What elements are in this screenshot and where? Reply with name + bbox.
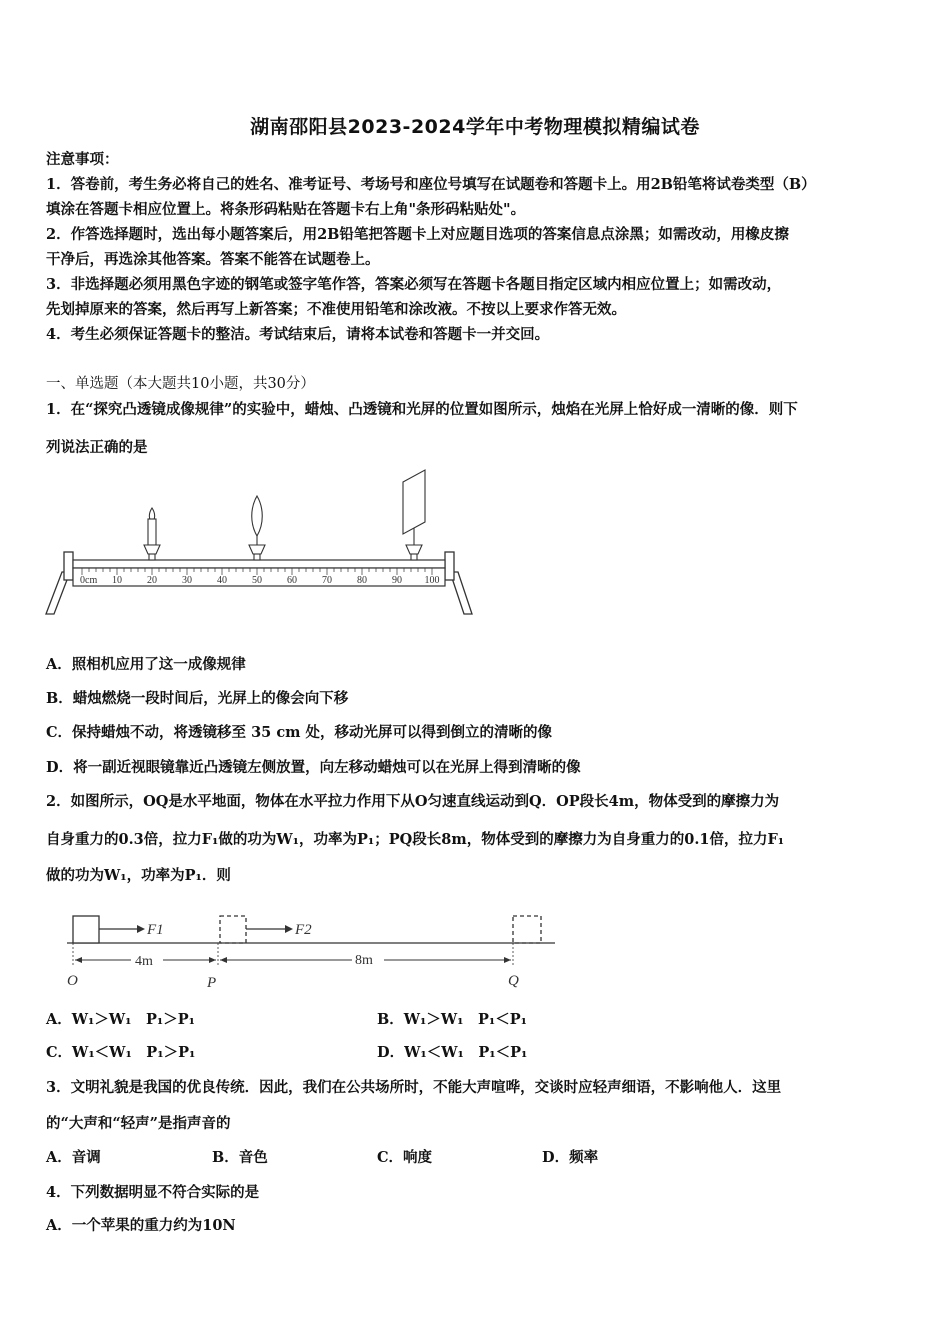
notice-line: 先划掉原来的答案，然后再写上新答案；不准使用铅笔和涂改液。不按以上要求作答无效。 — [46, 301, 626, 318]
ruler-tick-label: 40 — [217, 575, 227, 586]
exam-title: 湖南邵阳县2023-2024学年中考物理模拟精编试卷 — [250, 116, 700, 138]
force-arrowhead-f1 — [137, 925, 145, 933]
q3-stem: 3．文明礼貌是我国的优良传统．因此，我们在公共场所时，不能大声喧哗，交谈时应轻声细语，不影响他人．这里 — [46, 1079, 782, 1096]
ruler-tick-label: 70 — [322, 575, 332, 586]
ruler-tick-label: 60 — [287, 575, 297, 586]
q1-option-c[interactable]: C．保持蜡烛不动，将透镜移至 35 cm 处，移动光屏可以得到倒立的清晰的像 — [46, 724, 553, 741]
q2-stem: 2．如图所示，OQ是水平地面，物体在水平拉力作用下从O匀速直线运动到Q．OP段长4m，物体受到的摩擦力为 — [46, 793, 780, 810]
q2-stem-cont: 自身重力的0.3倍，拉力F₁做的功为W₁，功率为P₁；PQ段长8m，物体受到的摩擦力为自身重力的0.1倍，拉力F₁ — [46, 831, 785, 848]
notice-line: 填涂在答题卡相应位置上。将条形码粘贴在答题卡右上角"条形码粘贴处"。 — [46, 201, 526, 218]
q2-option-d[interactable]: D．W₁＜W₁ P₁＜P₁ — [377, 1044, 528, 1061]
q1-stem: 1．在“探究凸透镜成像规律”的实验中，蜡烛、凸透镜和光屏的位置如图所示，烛焰在光屏上恰好成一清晰的像．则下 — [46, 401, 798, 418]
q1-option-d[interactable]: D．将一副近视眼镜靠近凸透镜左侧放置，向左移动蜡烛可以在光屏上得到清晰的像 — [46, 759, 581, 776]
ruler-tick-label: 20 — [147, 575, 157, 586]
q3-option-a[interactable]: A．音调 — [46, 1149, 101, 1166]
ruler-tick-label: 100 — [424, 575, 440, 586]
candle — [144, 508, 160, 560]
notice-line: 4．考生必须保证答题卡的整洁。考试结束后，请将本试卷和答题卡一并交回。 — [46, 326, 550, 343]
light-screen — [403, 470, 425, 560]
notice-heading: 注意事项： — [46, 151, 119, 168]
block-at-q — [513, 916, 541, 943]
ruler-tick-label: 50 — [252, 575, 262, 586]
q2-option-c[interactable]: C．W₁＜W₁ P₁＞P₁ — [46, 1044, 196, 1061]
label-o: O — [67, 973, 78, 989]
notice-line: 2．作答选择题时，选出每小题答案后，用2B铅笔把答题卡上对应题目选项的答案信息点涂黑；如需改动，用橡皮擦 — [46, 226, 789, 243]
q3-option-c[interactable]: C．响度 — [377, 1149, 433, 1166]
q1-option-b[interactable]: B．蜡烛燃烧一段时间后，光屏上的像会向下移 — [46, 690, 349, 707]
q3-option-b[interactable]: B．音色 — [212, 1149, 268, 1166]
q4-stem: 4．下列数据明显不符合实际的是 — [46, 1184, 260, 1201]
q3-option-d[interactable]: D．频率 — [542, 1149, 599, 1166]
ruler-tick-label: 10 — [112, 575, 122, 586]
q3-stem-cont: 的“大声和“轻声”是指声音的 — [46, 1115, 231, 1132]
q2-stem-cont: 做的功为W₁，功率为P₁．则 — [46, 867, 231, 884]
label-q: Q — [508, 973, 519, 989]
notice-line: 干净后，再选涂其他答案。答案不能答在试题卷上。 — [46, 251, 380, 268]
q2-option-b[interactable]: B．W₁＞W₁ P₁＜P₁ — [377, 1011, 528, 1028]
bench-end-left — [64, 552, 73, 580]
ruler-tick-label: 30 — [182, 575, 192, 586]
force-diagram — [55, 900, 565, 995]
q1-option-a[interactable]: A．照相机应用了这一成像规律 — [46, 656, 246, 673]
ruler-tick-label: 0cm — [80, 575, 98, 586]
notice-line: 3．非选择题必须用黑色字迹的钢笔或签字笔作答，答案必须写在答题卡各题目指定区域内相应位置上；如需改动， — [46, 276, 782, 293]
section-heading: 一、单选题（本大题共10小题，共30分） — [46, 376, 315, 392]
label-f2: F2 — [295, 922, 312, 938]
force-arrowhead-f2 — [285, 925, 293, 933]
label-pq-length: 8m — [355, 953, 373, 968]
label-f1: F1 — [147, 922, 164, 938]
ruler-tick-label: 80 — [357, 575, 367, 586]
block-at-o — [73, 916, 99, 943]
label-op-length: 4m — [135, 954, 153, 969]
bench-rail — [73, 560, 445, 568]
q4-option-a[interactable]: A．一个苹果的重力约为10N — [46, 1217, 236, 1234]
q2-option-a[interactable]: A．W₁＞W₁ P₁＞P₁ — [46, 1011, 196, 1028]
notice-line: 1．答卷前，考生务必将自己的姓名、准考证号、考场号和座位号填写在试题卷和答题卡上。用2B铅笔将试卷类型（B） — [46, 176, 816, 193]
label-p: P — [207, 975, 217, 991]
q1-stem-cont: 列说法正确的是 — [46, 439, 148, 456]
optical-bench-figure — [40, 462, 480, 622]
bench-end-right — [445, 552, 454, 580]
ruler-tick-label: 90 — [392, 575, 402, 586]
block-at-p — [220, 916, 246, 943]
convex-lens — [249, 496, 265, 560]
